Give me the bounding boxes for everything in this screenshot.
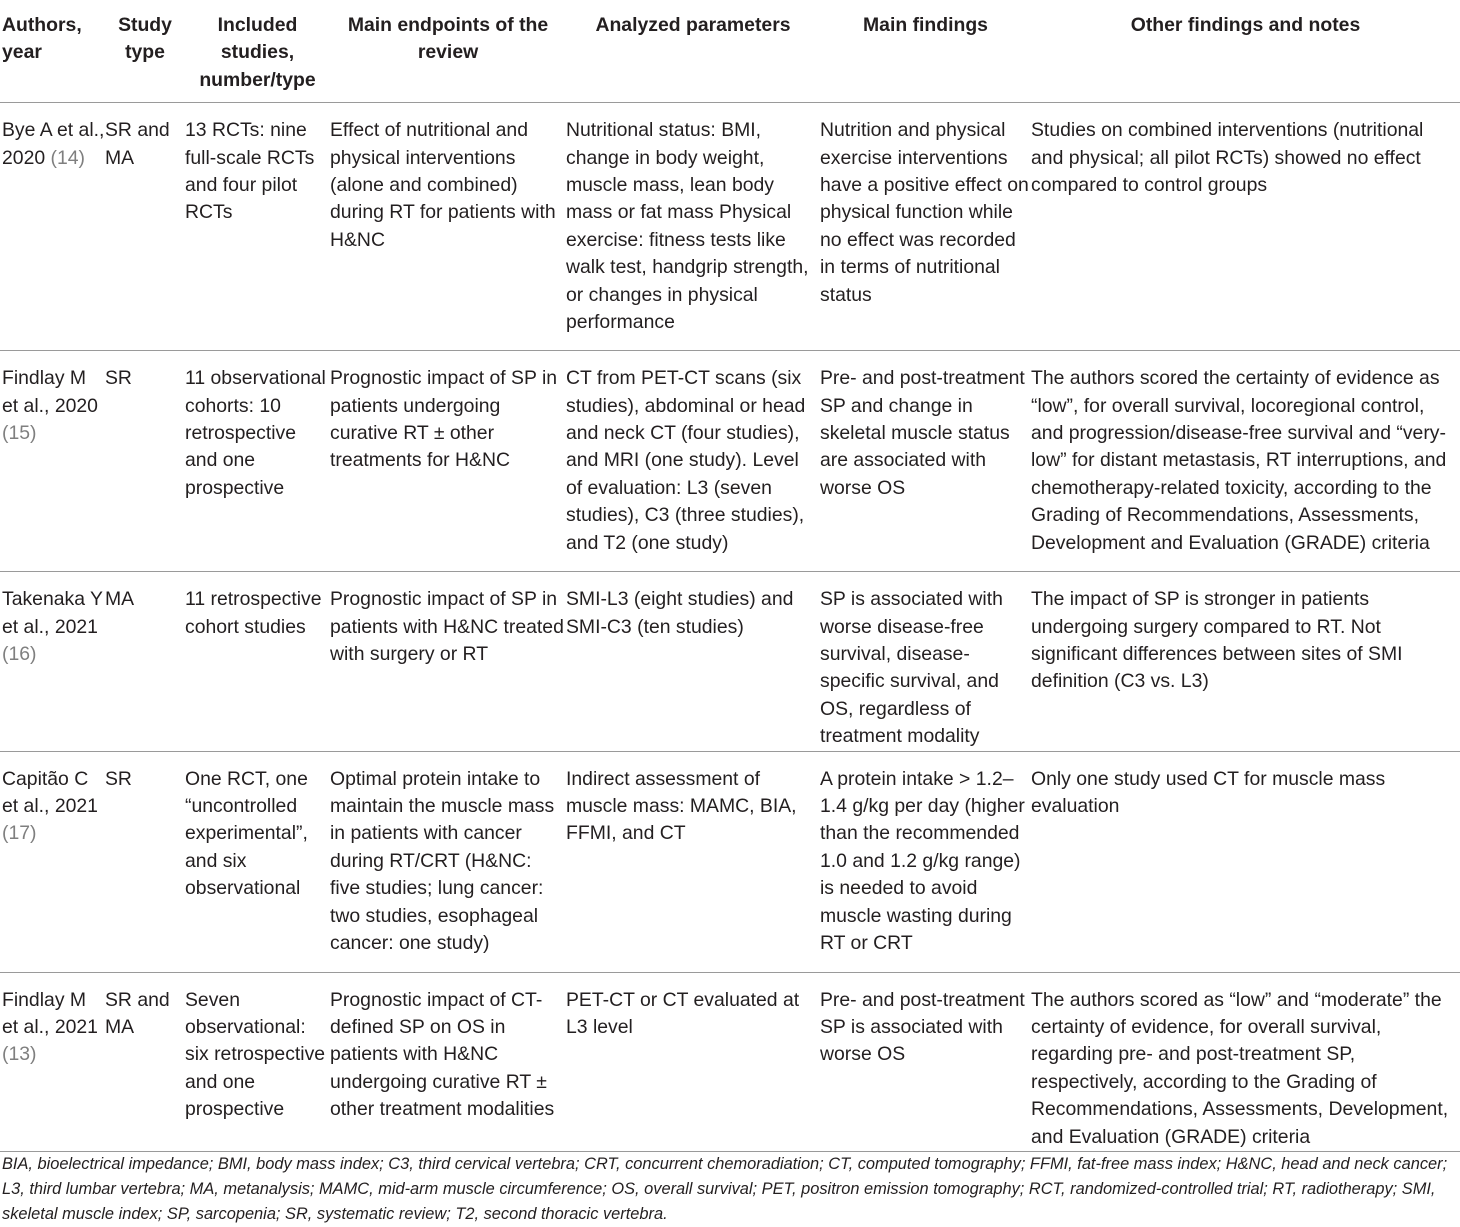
table-header bbox=[0, 0, 1460, 103]
table-row bbox=[0, 972, 1460, 1151]
notes-cell: The impact of SP is stronger in patients undergoing surgery compared to RT. Not significant differences between sites of SMI definition (C3 vs. L3) bbox=[1031, 572, 1460, 751]
reference-link[interactable]: (14) bbox=[50, 146, 86, 169]
author-text: Findlay M et al., 2021 bbox=[2, 988, 98, 1039]
endpoints-cell: Prognostic impact of CT-defined SP on OS in patients with H&NC undergoing curative RT ± other treatment modalities bbox=[330, 972, 566, 1151]
author-cell bbox=[0, 751, 105, 972]
notes-cell: Studies on combined interventions (nutritional and physical; all pilot RCTs) showed no effect compared to control groups bbox=[1031, 103, 1460, 351]
notes-cell: The authors scored the certainty of evidence as “low”, for overall survival, locoregional control, and progression/disease-free survival and “very-low” for distant metastasis, RT interruptions, and chemotherapy-related toxicity, according to the Grading of Recommendations, Assessments, Development and Evaluation (GRADE) criteria bbox=[1031, 351, 1460, 572]
header-main-findings: Main findings bbox=[820, 0, 1031, 103]
header-other-findings: Other findings and notes bbox=[1031, 0, 1460, 103]
author-text: Capitão C et al., 2021 bbox=[2, 767, 98, 818]
header-study-type: Study type bbox=[105, 0, 185, 103]
table-footnote: BIA, bioelectrical impedance; BMI, body mass index; C3, third cervical vertebra; CRT, concurrent chemoradiation; CT, computed tomography; FFMI, fat-free mass index; H&NC, head and neck cancer; L3, third lumbar vertebra; MA, metanalysis; MAMC, mid-arm muscle circumference; OS, overall survival; PET, positron emission tomography; RCT, randomized-controlled trial; RT, radiotherapy; SMI, skeletal muscle index; SP, sarcopenia; SR, systematic review; T2, second thoracic vertebra. bbox=[2, 1155, 1448, 1223]
author-cell bbox=[0, 972, 105, 1151]
reference-link[interactable]: (15) bbox=[2, 422, 37, 445]
included-studies-cell: 11 observational cohorts: 10 retrospective and one prospective bbox=[185, 351, 330, 572]
findings-cell: A protein intake > 1.2–1.4 g/kg per day (higher than the recommended 1.0 and 1.2 g/kg range) is needed to avoid muscle wasting during RT or CRT bbox=[820, 751, 1031, 972]
parameters-cell: SMI-L3 (eight studies) and SMI-C3 (ten studies) bbox=[566, 572, 820, 751]
header-analyzed-parameters: Analyzed parameters bbox=[566, 0, 820, 103]
author-text: Findlay M et al., 2020 bbox=[2, 367, 98, 417]
study-type-cell: SR and MA bbox=[105, 103, 185, 351]
included-studies-cell: 13 RCTs: nine full-scale RCTs and four pilot RCTs bbox=[185, 103, 330, 351]
study-type-cell: SR bbox=[105, 751, 185, 972]
findings-cell: Pre- and post-treatment SP is associated with worse OS bbox=[820, 972, 1031, 1151]
findings-cell: Pre- and post-treatment SP and change in skeletal muscle status are associated with worse OS bbox=[820, 351, 1031, 572]
parameters-cell: Indirect assessment of muscle mass: MAMC, BIA, FFMI, and CT bbox=[566, 751, 820, 972]
table-row bbox=[0, 351, 1460, 572]
notes-cell: The authors scored as “low” and “moderate” the certainty of evidence, for overall survival, regarding pre- and post-treatment SP, respectively, according to the Grading of Recommendations, Assessments, Development, and Evaluation (GRADE) criteria bbox=[1031, 972, 1460, 1151]
included-studies-cell: 11 retrospective cohort studies bbox=[185, 572, 330, 751]
included-studies-cell: One RCT, one “uncontrolled experimental”, and six observational bbox=[185, 751, 330, 972]
author-text: Takenaka Y et al., 2021 bbox=[2, 588, 103, 638]
reference-link[interactable]: (16) bbox=[2, 643, 37, 666]
table-row bbox=[0, 751, 1460, 972]
endpoints-cell: Prognostic impact of SP in patients with H&NC treated with surgery or RT bbox=[330, 572, 566, 751]
endpoints-cell: Effect of nutritional and physical interventions (alone and combined) during RT for patients with H&NC bbox=[330, 103, 566, 351]
table-row bbox=[0, 572, 1460, 751]
findings-cell: Nutrition and physical exercise interventions have a positive effect on physical function while no effect was recorded in terms of nutritional status bbox=[820, 103, 1031, 351]
header-authors-year: Authors, year bbox=[0, 0, 105, 103]
parameters-cell: Nutritional status: BMI, change in body weight, muscle mass, lean body mass or fat mass Physical exercise: fitness tests like walk test, handgrip strength, or changes in physical performance bbox=[566, 103, 820, 351]
study-type-cell: MA bbox=[105, 572, 185, 751]
author-cell bbox=[0, 351, 105, 572]
endpoints-cell: Prognostic impact of SP in patients undergoing curative RT ± other treatments for H&NC bbox=[330, 351, 566, 572]
reference-link[interactable]: (13) bbox=[2, 1043, 37, 1066]
parameters-cell: CT from PET-CT scans (six studies), abdominal or head and neck CT (four studies), and MRI (one study). Level of evaluation: L3 (seven studies), C3 (three studies), and T2 (one study) bbox=[566, 351, 820, 572]
reference-link[interactable]: (17) bbox=[2, 822, 37, 845]
table-row bbox=[0, 103, 1460, 351]
author-cell bbox=[0, 103, 105, 351]
study-type-cell: SR and MA bbox=[105, 972, 185, 1151]
parameters-cell: PET-CT or CT evaluated at L3 level bbox=[566, 972, 820, 1151]
findings-cell: SP is associated with worse disease-free survival, disease-specific survival, and OS, regardless of treatment modality bbox=[820, 572, 1031, 751]
endpoints-cell: Optimal protein intake to maintain the muscle mass in patients with cancer during RT/CRT (H&NC: five studies; lung cancer: two studies, esophageal cancer: one study) bbox=[330, 751, 566, 972]
study-type-cell: SR bbox=[105, 351, 185, 572]
header-main-endpoints: Main endpoints of the review bbox=[330, 0, 566, 103]
author-text: Bye A et al., 2020 bbox=[2, 119, 105, 169]
author-cell bbox=[0, 572, 105, 751]
notes-cell: Only one study used CT for muscle mass evaluation bbox=[1031, 751, 1460, 972]
included-studies-cell: Seven observational: six retrospective and one prospective bbox=[185, 972, 330, 1151]
header-included-studies: Included studies, number/type bbox=[185, 0, 330, 103]
